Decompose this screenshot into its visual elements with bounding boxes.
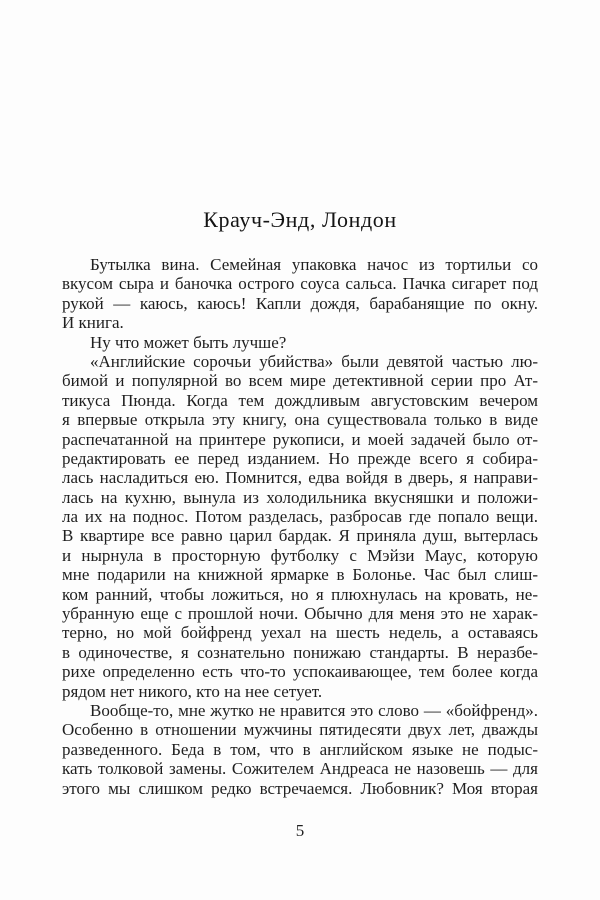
text-line: терно, но мой бойфренд уехал на шесть недель, а оставаясь — [62, 623, 538, 643]
text-line: ла их на поднос. Потом разделась, разбросав где попало вещи. — [62, 507, 538, 527]
chapter-title: Крауч-Энд, Лондон — [203, 207, 397, 232]
text-line: редактировать ее перед изданием. Но прежде всего я собира- — [62, 448, 538, 468]
text-line: рядом нет никого, кто на нее сетует. — [62, 681, 323, 701]
text-line: тикуса Пюнда. Когда тем дождливым августовским вечером — [62, 390, 538, 410]
text-line: В квартире все равно царил бардак. Я приняла душ, вытерлась — [62, 526, 538, 546]
text-line: убранную еще с прошлой ночи. Обычно для меня это не харак- — [62, 604, 538, 624]
body-text — [62, 255, 538, 798]
text-line: И книга. — [62, 313, 124, 333]
text-line: кать толковой замены. Сожителем Андреаса не назовешь — для — [62, 759, 538, 779]
text-line: Особенно в отношении мужчины пятидесяти двух лет, дважды — [62, 720, 538, 740]
text-line: лась насладиться ею. Помнится, едва войдя в дверь, я направи- — [62, 468, 538, 488]
text-line: распечатанной на принтере рукописи, и моей задачей было от- — [62, 429, 538, 449]
text-line: бимой и популярной во всем мире детективной серии про Ат- — [62, 371, 538, 391]
text-line: я впервые открыла эту книгу, она существовала только в виде — [62, 410, 538, 430]
text-line: и нырнула в просторную футболку с Мэйзи Маус, которую — [62, 545, 538, 565]
text-line: Вообще-то, мне жутко не нравится это слово — «бойфренд». — [90, 700, 538, 720]
text-line: ком ранний, чтобы ложиться, но я плюхнулась на кровать, не- — [62, 584, 538, 604]
text-line: лась на кухню, вынула из холодильника вкусняшки и положи- — [62, 487, 538, 507]
text-line: мне подарили на книжной ярмарке в Болонье. Час был слиш- — [62, 565, 538, 585]
text-line: вкусом сыра и баночка острого соуса сальса. Пачка сигарет под — [62, 274, 538, 294]
text-line: рихе определенно есть что-то успокаивающее, тем более когда — [62, 662, 538, 682]
text-line: рукой — каюсь, каюсь! Капли дождя, барабанящие по окну. — [62, 293, 538, 313]
text-line: разведенного. Беда в том, что в английском языке не подыс- — [62, 739, 538, 759]
text-line: этого мы слишком редко встречаемся. Любовник? Моя вторая — [62, 778, 538, 798]
page-number: 5 — [295, 821, 305, 840]
text-line: Ну что может быть лучше? — [90, 332, 287, 352]
text-line: «Английские сорочьи убийства» были девятой частью лю- — [90, 351, 538, 371]
text-line: Бутылка вина. Семейная упаковка начос из тортильи со — [90, 255, 538, 274]
text-line: в одиночестве, я сознательно понижаю стандарты. В неразбе- — [62, 642, 538, 662]
